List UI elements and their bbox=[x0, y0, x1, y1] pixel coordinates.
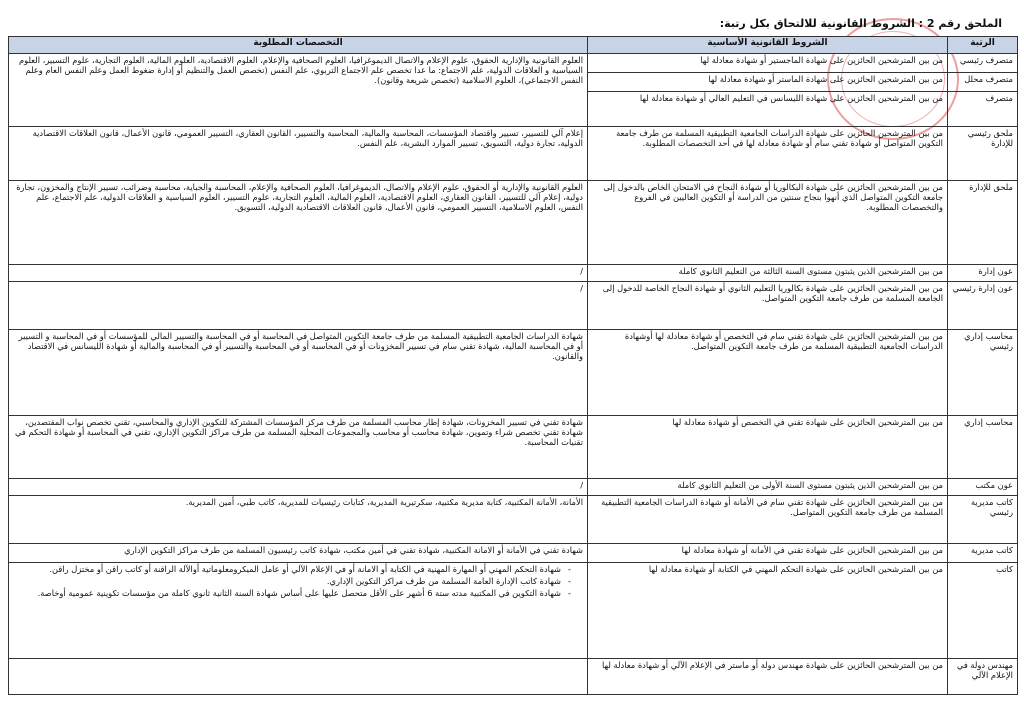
specs-list bbox=[13, 564, 583, 598]
rank-cell: ملحق للإدارة bbox=[948, 181, 1018, 265]
document-title: الملحق رقم 2 : الشروط القانونية للالتحاق بكل رتبة: bbox=[719, 17, 1002, 30]
rank-cell: مهندس دولة في الإعلام الآلي bbox=[948, 659, 1018, 695]
specs-cell: العلوم القانونية والإدارية الحقوق، علوم الإعلام والاتصال الديموغرافيا، العلوم الصحافية والإعلام، العلوم الاقتصادية، العلوم المالية، العلوم التجارية، علوم التسيير، العلوم السياسية و العلاقات الدولية، علم الاجتماع: ما عدا تخصص علم الاجتماع التربوي، علم النفس (تخصص العمل والتنظيم أو إدارة ضغوط العمل وعلم النفس العام وعلم النفس الاجتماعي)، العلوم الاسلامية (تخصص شريعة وقانون). bbox=[9, 54, 588, 127]
rank-cell: كاتب مديرية رئيسي bbox=[948, 496, 1018, 544]
condition-cell: من بين المترشحين الحائزين على شهادة تقني في الأمانة أو شهادة معادلة لها bbox=[588, 544, 948, 563]
specs-cell bbox=[9, 659, 588, 695]
condition-cell: من بين المترشحين الحائزين على شهادة البكالوريا أو شهادة النجاح في الامتحان الخاص بالدخول إلى جامعة التكوين المتواصل الذي أنهوا بنجاح سنتين من الدراسة أو التكوين العاليين في الفروع والتخصصات المطلوبة. bbox=[588, 181, 948, 265]
specs-cell: شهادة الدراسات الجامعية التطبيقية المسلمة من طرف جامعة التكوين المتواصل في المحاسبة أو في المحاسبة والتسيير المالي للمؤسسات أو في المحاسبة و التسيير أو في المحاسبة المالية، شهادة تقني سام في تسيير المخزونات أو في المحاسبة أو في المحاسبة والتسيير أو في المحاسبة والمالية أو شهادة الليسانس في الاقتصاد والقانون. bbox=[9, 330, 588, 416]
header-rank: الرتبة bbox=[948, 37, 1018, 54]
specs-cell: / bbox=[9, 282, 588, 330]
condition-cell: من بين المترشحين الحائزين على شهادة تقني سام في الأمانة أو شهادة الدراسات الجامعية التطبيقية المسلمة من طرف جامعة التكوين المتواصل. bbox=[588, 496, 948, 544]
condition-cell: من بين المترشحين الحائزين على شهادة مهندس دولة أو ماستر في الإعلام الآلي أو شهادة معادلة لها bbox=[588, 659, 948, 695]
table-row bbox=[9, 479, 1018, 496]
condition-cell: من بين المترشحين الحائزين على شهادة الماجستير أو شهادة معادلة لها bbox=[588, 54, 948, 73]
table-row bbox=[9, 563, 1018, 659]
table-row bbox=[9, 265, 1018, 282]
rank-cell: كاتب مديرية bbox=[948, 544, 1018, 563]
specs-cell bbox=[9, 563, 588, 659]
specs-list-item: - شهادة كاتب الإدارة العامة المسلمة من طرف مراكز التكوين الإداري. bbox=[13, 576, 571, 586]
rank-cell: متصرف bbox=[948, 92, 1018, 127]
table-row bbox=[9, 330, 1018, 416]
condition-cell: من بين المترشحين الحائزين على شهادة الدراسات الجامعية التطبيقية المسلمة من طرف جامعة التكوين المتواصل أو شهادة تقني سام أو شهادة معادلة لها في أحد التخصصات المطلوبة. bbox=[588, 127, 948, 181]
table-row bbox=[9, 181, 1018, 265]
rank-cell: متصرف محلل bbox=[948, 73, 1018, 92]
rank-cell: عون إدارة رئيسي bbox=[948, 282, 1018, 330]
table-row bbox=[9, 659, 1018, 695]
specs-cell: الأمانة، الأمانة المكتبية، كتابة مديرية مكتبية، سكرتيرية المديرية، كتابات رئيسيات للمديرية، كاتب طبي، أمين المديرية. bbox=[9, 496, 588, 544]
condition-cell: من بين المترشحين الحائزين على شهادة التحكم المهني في الكتابة أو شهادة معادلة لها bbox=[588, 563, 948, 659]
rank-cell: متصرف رئيسي bbox=[948, 54, 1018, 73]
specs-cell: شهادة تقني في الأمانة أو الامانة المكتبية، شهادة تقني في أمين مكتب، شهادة كاتب رئيسيون المسلمة من طرف مراكز التكوين الإداري bbox=[9, 544, 588, 563]
table-row bbox=[9, 282, 1018, 330]
specs-cell: / bbox=[9, 265, 588, 282]
header-conditions: الشروط القانونية الأساسية bbox=[588, 37, 948, 54]
specs-cell: إعلام آلي للتسيير، تسيير واقتصاد المؤسسات، المحاسبة والمالية، المحاسبة والتسيير، القانون العقاري، التسيير العمومي، قانون الأعمال، قانون العلاقات الاقتصادية الدولية، تجارة دولية، التسويق، تسيير الموارد البشرية، علم النفس. bbox=[9, 127, 588, 181]
table-row bbox=[9, 416, 1018, 479]
rank-cell: كاتب bbox=[948, 563, 1018, 659]
rank-cell: محاسب إداري رئيسي bbox=[948, 330, 1018, 416]
table-row bbox=[9, 127, 1018, 181]
specs-cell: / bbox=[9, 479, 588, 496]
condition-cell: من بين المترشحين الذين يثبتون مستوى السنة الأولى من التعليم الثانوي كاملة bbox=[588, 479, 948, 496]
table-row bbox=[9, 54, 1018, 73]
table-header-row bbox=[9, 37, 1018, 54]
rank-cell: ملحق رئيسي للإدارة bbox=[948, 127, 1018, 181]
specs-cell: العلوم القانونية والإدارية أو الحقوق، علوم الإعلام والاتصال، الديموغرافيا، العلوم الصحافية والإعلام، المحاسبة والجباية، محاسبة وضرائب، تسيير الإنتاج والمخزون، تجارة دولية، إعلام آلي للتسيير، القانون العقاري، العلوم الاقتصادية، العلوم المالية، العلوم التجارية، علوم التسيير، العلوم السياسية و العلاقات الدولية، علم الاجتماع، علم النفس، العلوم الاسلامية، التسيير العمومي، قانون الأعمال، قانون العلاقات الاقتصادية الدولية، التسويق. bbox=[9, 181, 588, 265]
condition-cell: من بين المترشحين الحائزين على شهادة بكالوريا التعليم الثانوي أو شهادة النجاح الخاصة للدخول إلى الجامعة المسلمة من طرف جامعة التكوين المتواصل. bbox=[588, 282, 948, 330]
condition-cell: من بين المترشحين الحائزين على شهادة الليسانس في التعليم العالي أو شهادة معادلة لها bbox=[588, 92, 948, 127]
specs-list-item: - شهادة التحكم المهني أو المهارة المهنية في الكتابة أو الامانة أو في الإعلام الآلي أو عامل الميكرومعلوماتية أوالآلة الراقنة أو كاتب راقن أو مختزل راقن. bbox=[13, 564, 571, 574]
rank-cell: عون مكتب bbox=[948, 479, 1018, 496]
table-row bbox=[9, 496, 1018, 544]
condition-cell: من بين المترشحين الحائزين على شهادة تقني في التخصص أو شهادة معادلة لها bbox=[588, 416, 948, 479]
condition-cell: من بين المترشحين الحائزين على شهادة تقني سام في التخصص أو شهادة معادلة لها أوشهادة الدراسات الجامعية التطبيقية المسلمة من طرف جامعة التكوين المتواصل. bbox=[588, 330, 948, 416]
condition-cell: من بين المترشحين الذين يثبتون مستوى السنة الثالثة من التعليم الثانوي كاملة bbox=[588, 265, 948, 282]
specs-list-item: - شهادة التكوين في المكتبية مدته ستة 6 أشهر على الأقل متحصل عليها على أساس شهادة السنة الثانية ثانوي كاملة من مؤسسات تكوينية عمومية أوخاصة. bbox=[13, 588, 571, 598]
rank-cell: عون إدارة bbox=[948, 265, 1018, 282]
table-row bbox=[9, 544, 1018, 563]
specs-cell: شهادة تقني في تسيير المخزونات، شهادة إطار محاسب المسلمة من طرف مركز المؤسسات المشتركة للتكوين الإداري والمحاسبي، تقني تخصص نواب المقتصدين، شهادة تقني تخصص شراء وتموين، شهادة محاسب أو محاسب والمجموعات المحلية المسلمة من طرف مراكز التكوين الإداري، تقني في المحاسبة أو شهادة التحكم في تقنيات المحاسبة. bbox=[9, 416, 588, 479]
conditions-table bbox=[8, 36, 1018, 695]
header-specializations: التخصصات المطلوبة bbox=[9, 37, 588, 54]
condition-cell: من بين المترشحين الحائزين على شهادة الماستر أو شهادة معادلة لها bbox=[588, 73, 948, 92]
rank-cell: محاسب إداري bbox=[948, 416, 1018, 479]
